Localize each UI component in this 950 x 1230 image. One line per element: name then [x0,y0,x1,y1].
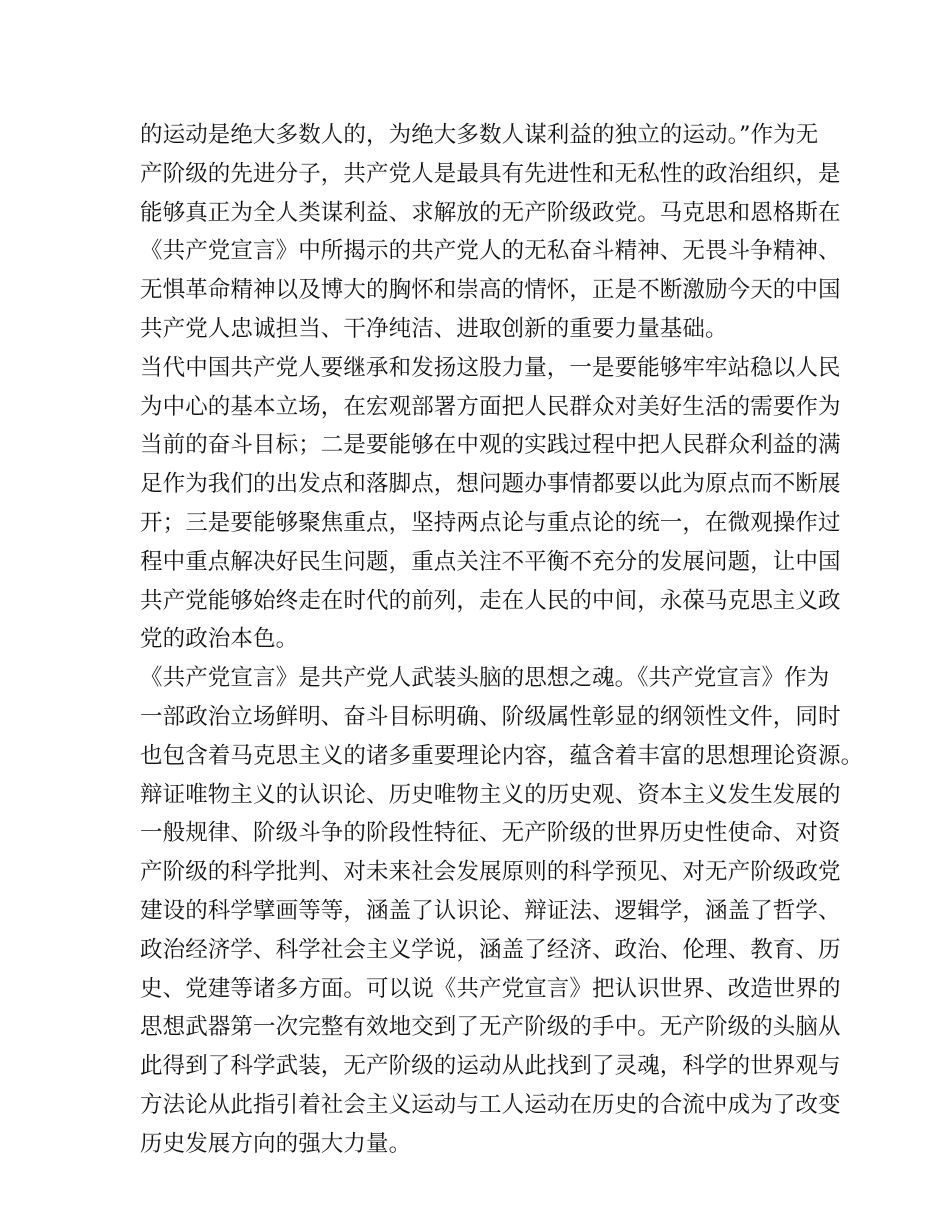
text-line: 产阶级的科学批判、对未来社会发展原则的科学预见、对无产阶级政党 [140,859,841,886]
text-line: 此得到了科学武装，无产阶级的运动从此找到了灵魂，科学的世界观与 [140,1053,841,1080]
text-line: 思想武器第一次完整有效地交到了无产阶级的手中。无产阶级的头脑从 [140,1014,841,1041]
text-line: 当前的奋斗目标；二是要能够在中观的实践过程中把人民群众利益的满 [140,432,841,459]
text-line: 史、党建等诸多方面。可以说《共产党宣言》把认识世界、改造世界的 [140,975,841,1002]
text-line: 政治经济学、科学社会主义学说，涵盖了经济、政治、伦理、教育、历 [140,936,841,963]
text-line: 共产党能够始终走在时代的前列，走在人民的中间，永葆马克思主义政 [140,587,841,614]
text-line: 辩证唯物主义的认识论、历史唯物主义的历史观、资本主义发生发展的 [140,781,841,808]
text-line: 也包含着马克思主义的诸多重要理论内容，蕴含着丰富的思想理论资源。 [140,742,864,769]
text-line: 无惧革命精神以及博大的胸怀和崇高的情怀，正是不断激励今天的中国 [140,277,841,304]
text-line: 能够真正为全人类谋利益、求解放的无产阶级政党。马克思和恩格斯在 [140,199,841,226]
text-line: 党的政治本色。 [140,626,299,653]
text-line: 一般规律、阶级斗争的阶段性特征、无产阶级的世界历史性使命、对资 [140,820,841,847]
text-line: 建设的科学擘画等等，涵盖了认识论、辩证法、逻辑学，涵盖了哲学、 [140,897,841,924]
text-line: 的运动是绝大多数人的，为绝大多数人谋利益的独立的运动。”作为无 [140,122,819,148]
document-body [140,116,864,1164]
text-line: 程中重点解决好民生问题，重点关注不平衡不充分的发展问题，让中国 [140,548,841,575]
text-line: 当代中国共产党人要继承和发扬这股力量，一是要能够牢牢站稳以人民 [140,354,841,381]
text-line: 方法论从此指引着社会主义运动与工人运动在历史的合流中成为了改变 [140,1091,841,1118]
text-line: 足作为我们的出发点和落脚点，想问题办事情都要以此为原点而不断展 [140,471,841,498]
text-line: 开；三是要能够聚焦重点，坚持两点论与重点论的统一，在微观操作过 [140,509,841,536]
text-line: 一部政治立场鲜明、奋斗目标明确、阶级属性彰显的纲领性文件，同时 [140,703,841,730]
text-line: 《共产党宣言》中所揭示的共产党人的无私奋斗精神、无畏斗争精神、 [140,238,841,265]
text-line: 共产党人忠诚担当、干净纯洁、进取创新的重要力量基础。 [140,315,728,342]
text-line: 历史发展方向的强大力量。 [140,1130,412,1157]
text-line: 《共产党宣言》是共产党人武装头脑的思想之魂。《共产党宣言》作为 [140,665,830,692]
text-line: 产阶级的先进分子，共产党人是最具有先进性和无私性的政治组织，是 [140,160,841,187]
text-line: 为中心的基本立场，在宏观部署方面把人民群众对美好生活的需要作为 [140,393,841,420]
